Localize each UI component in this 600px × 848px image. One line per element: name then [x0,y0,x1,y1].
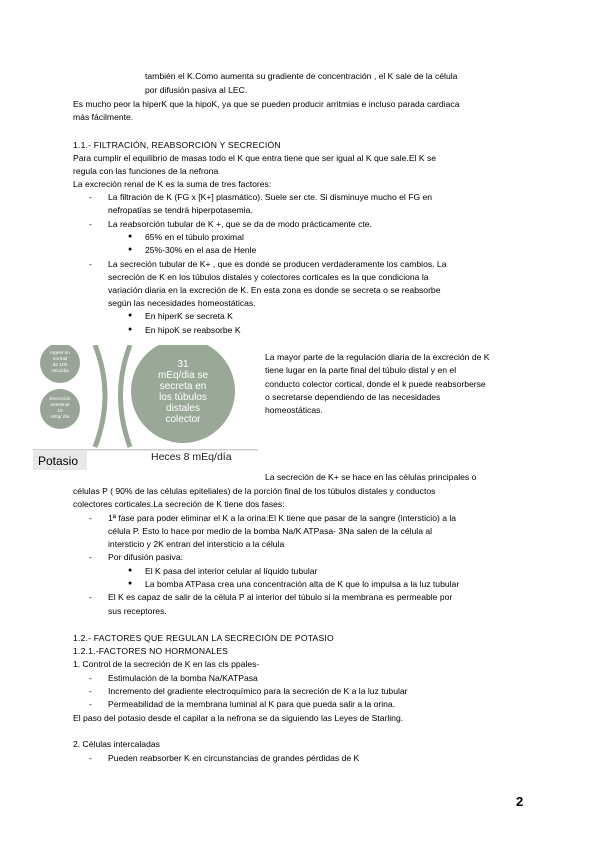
list-item: Por difusión pasiva: [108,552,183,562]
list-item: nefropatías se tendrá hiperpotasemia. [108,205,253,215]
potasio-label: Potasio [38,454,79,468]
text-line: La mayor parte de la regulación diaria de la excreción de K [265,352,490,362]
dash-marker: - [89,592,92,602]
text-line: 2. Células intercaladas [73,739,160,749]
list-item: célula P. Esto lo hace por medio de la bomba Na/K ATPasa- 3Na salen de la célula al [108,526,433,536]
list-item: intersticio y 2K entran del intersticio a la célula [108,539,285,549]
secretion-label: mEq/dia se [157,370,209,381]
bracket-arc [121,345,131,447]
text-line: La excreción renal de K es la suma de tres factores: [73,179,272,189]
list-item: La reabsorción tubular de K +, que se da de modo prácticamente cte. [108,219,372,229]
bullet-icon: ● [128,580,133,587]
potassium-diagram [33,345,258,473]
list-item: En hiperK se secreta K [145,311,233,321]
dash-marker: - [89,259,92,269]
bullet-icon: ● [128,246,133,253]
list-item: La secreción tubular de K+ , que es donde se producen verdaderamente los cambios. La [108,259,447,269]
page-number: 2 [516,794,524,809]
bullet-icon: ● [128,326,133,333]
intake-label: Ingest ón [50,351,70,356]
dash-marker: - [89,192,92,202]
text-line: células P ( 90% de las células epiteliales) de la porción final de los túbulos distales y conductos [73,486,436,496]
dash-marker: - [89,219,92,229]
intestinal-label: Excreción [49,397,71,402]
list-item: La filtración de K (FG x [K+] plasmático). Suele ser cte. Si disminuye mucho el FG en [108,192,433,202]
list-item: En hipoK se reabsorbe K [145,325,241,335]
dash-marker: - [89,513,92,523]
text-line: La secreción de K+ se hace en las células principales o [265,472,477,482]
dash-marker: - [89,673,92,683]
list-item: 25%-30% en el asa de Henle [145,245,257,255]
list-item: El K pasa del interior celular al líquido tubular [145,566,318,576]
text-line: Para cumplir el equilibrio de masas todo el K que entra tiene que ser igual al K que sale.El K se [73,153,437,163]
section-heading-1-1: 1.1.- FILTRACIÓN, REABSORCIÓN Y SECRECIÓN [73,140,281,150]
secretion-label: secreta en [159,381,207,392]
text-line: 1. Control de la secreción de K en las cls ppales- [73,659,260,669]
text-line: conducto colector cortical, donde el k puede reabsorberse [265,379,486,389]
intake-label: normal [52,357,68,362]
list-item: La bomba ATPasa crea una concentración alta de K que lo impulsa a la luz tubular [145,579,460,589]
subsection-heading-1-2-1: 1.2.1.-FACTORES NO HORMONALES [73,646,229,656]
list-item: según las necesidades homeostáticas. [108,298,256,308]
secretion-label: colector [165,414,201,425]
heces-label: Heces 8 mEq/día [151,451,232,463]
list-item: Pueden reabsorber K en circunstancias de grandes pérdidas de K [108,753,360,763]
text-line: regula con las funciones de la nefrona [73,166,219,176]
text-line: tiene lugar en la parte final del túbulo distal y en el [265,365,457,375]
potassium-diagram-graphic [33,345,258,473]
intestinal-label: mEq/ día [50,415,70,420]
intestinal-label: intestinal [50,403,70,408]
text-line: también el K.Como aumenta su gradiente de concentración , el K sale de la célula [145,71,458,81]
secretion-label: los túbulos [159,392,207,403]
list-item: 65% en el túbulo proximal [145,232,244,242]
list-item: sus receptores. [108,606,167,616]
dash-marker: - [89,699,92,709]
bullet-icon: ● [128,567,133,574]
intake-label: de 100 [52,363,68,368]
dash-marker: - [89,686,92,696]
list-item: secreción de K en los túbulos distales y colectores corticales es la que condiciona la [108,272,429,282]
dash-marker: - [89,552,92,562]
list-item: El K es capaz de salir de la célula P al interior del túbulo si la membrana es permeable por [108,592,453,602]
bracket-arc [95,345,105,447]
list-item: 1ª fase para poder eliminar el K a la orina:El K tiene que pasar de la sangre (intersticio) a la [108,513,457,523]
list-item: variación diaria en la excreción de K. En esta zona es donde se secreta o se reabsorbe [108,285,441,295]
bullet-icon: ● [128,233,133,240]
list-item: Estimulación de la bomba Na/KATPasa [108,673,258,683]
secretion-label: 31 [177,359,189,370]
section-heading-1-2: 1.2.- FACTORES QUE REGULAN LA SECRECIÓN DE POTASIO [73,633,334,643]
bullet-icon: ● [128,312,133,319]
text-line: Es mucho peor la hiperK que la hipoK, ya que se pueden producir arritmias e incluso parada cardiaca [73,99,460,109]
secretion-label: distales [166,403,200,414]
intake-label: mEq/dia [51,369,69,374]
dash-marker: - [89,753,92,763]
list-item: Incremento del gradiente electroquímico para la secreción de K a la luz tubular [108,686,408,696]
text-line: más fácilmente. [73,112,134,122]
list-item: Permeabilidad de la membrana luminal al K para que pueda salir a la orina. [108,699,396,709]
text-line: o secretarse dependiendo de las necesidades [265,392,441,402]
text-line: colectores corticales.La secreción de K tiene dos fases: [73,499,285,509]
text-line: homeostáticas. [265,405,323,415]
text-line: El paso del potasio desde el capilar a la nefrona se da siguiendo las Leyes de Starling. [73,713,404,723]
intestinal-label: 10 [57,409,63,414]
text-line: por difusión pasiva al LEC. [145,85,248,95]
